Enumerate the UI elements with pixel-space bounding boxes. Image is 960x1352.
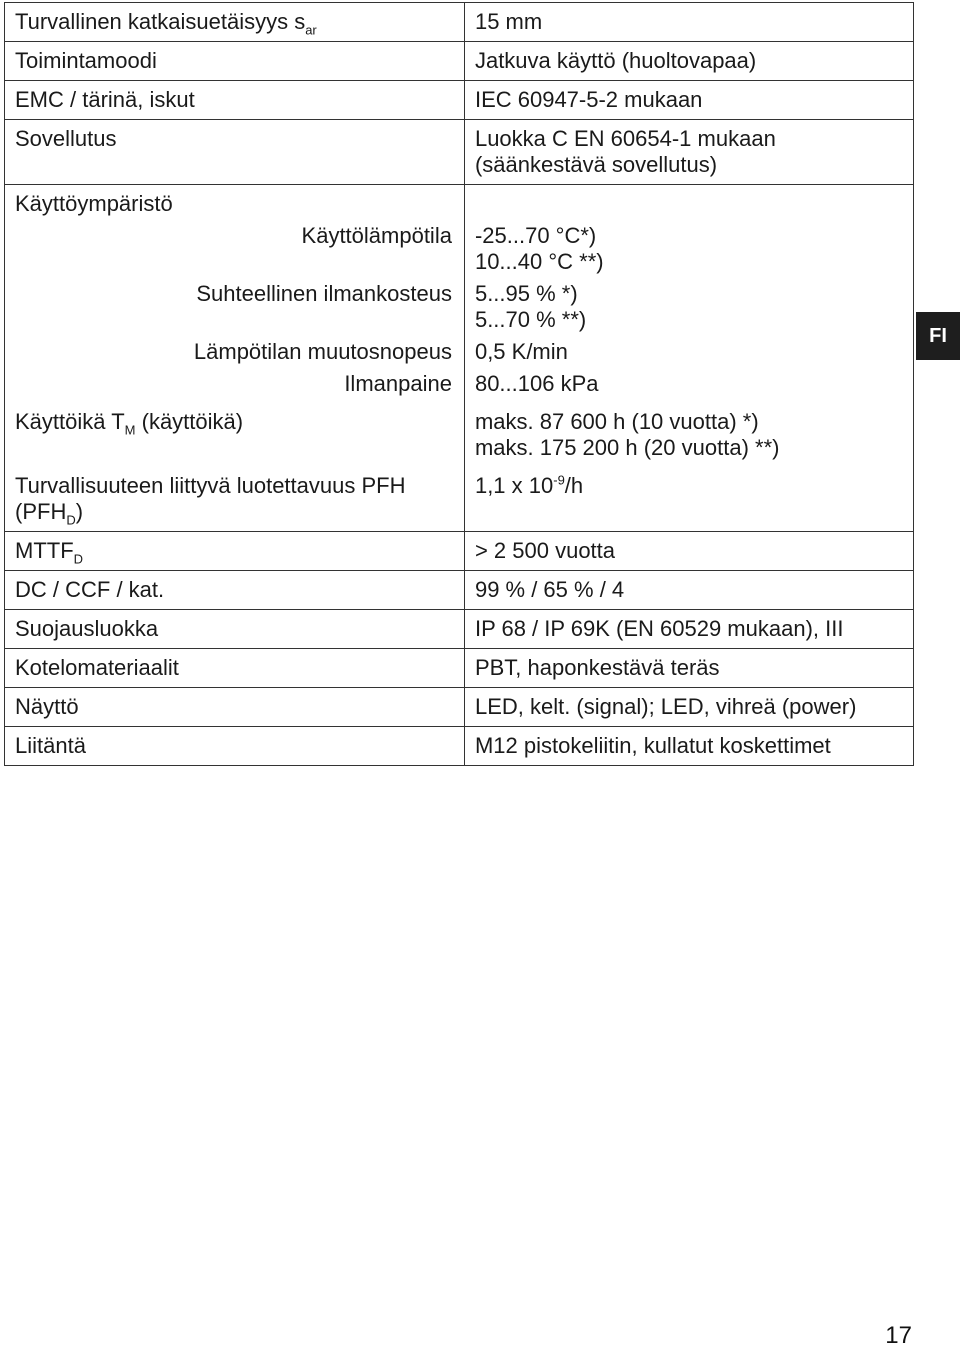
temperature-label: Käyttölämpötila bbox=[5, 220, 465, 278]
row-connection bbox=[5, 727, 914, 766]
row-temperature bbox=[5, 220, 914, 278]
mission-time-label-text: Käyttöikä T bbox=[15, 409, 125, 434]
temperature-value-line: 10...40 °C **) bbox=[474, 249, 604, 274]
row-application bbox=[5, 120, 914, 185]
safe-distance-label bbox=[5, 3, 465, 42]
safe-distance-value: 15 mm bbox=[464, 3, 913, 42]
temp-change-value: 0,5 K/min bbox=[464, 336, 913, 368]
housing-value: PBT, haponkestävä teräs bbox=[464, 649, 913, 688]
row-mission-time bbox=[5, 403, 914, 467]
row-display bbox=[5, 688, 914, 727]
emc-label: EMC / tärinä, iskut bbox=[5, 81, 465, 120]
mission-time-value-line: maks. 87 600 h (10 vuotta) *) bbox=[474, 409, 759, 434]
application-label: Sovellutus bbox=[5, 120, 465, 185]
protection-value: IP 68 / IP 69K (EN 60529 mukaan), III bbox=[464, 610, 913, 649]
mission-time-value-line: maks. 175 200 h (20 vuotta) **) bbox=[474, 435, 780, 460]
environment-value-empty bbox=[464, 185, 913, 221]
mttfd-label-text: MTTF bbox=[15, 538, 74, 563]
mission-time-label-suffix: (käyttöikä) bbox=[135, 409, 244, 434]
row-protection bbox=[5, 610, 914, 649]
row-environment-header bbox=[5, 185, 914, 221]
row-safe-distance bbox=[5, 3, 914, 42]
air-pressure-label: Ilmanpaine bbox=[5, 368, 465, 403]
row-temp-change bbox=[5, 336, 914, 368]
row-dc-ccf bbox=[5, 571, 914, 610]
environment-label: Käyttöympäristö bbox=[5, 185, 465, 221]
application-value bbox=[464, 120, 913, 185]
humidity-value bbox=[464, 278, 913, 336]
pfh-value-text: 1,1 x 10 bbox=[474, 473, 554, 498]
pfh-label-suffix: ) bbox=[75, 499, 84, 524]
mttfd-value: > 2 500 vuotta bbox=[464, 532, 913, 571]
mission-time-label bbox=[5, 403, 465, 467]
page-number: 17 bbox=[885, 1322, 912, 1349]
display-label: Näyttö bbox=[5, 688, 465, 727]
pfh-label-line bbox=[15, 499, 454, 528]
protection-label: Suojausluokka bbox=[5, 610, 465, 649]
row-emc bbox=[5, 81, 914, 120]
air-pressure-value: 80...106 kPa bbox=[464, 368, 913, 403]
pfh-label bbox=[5, 467, 465, 532]
pfh-value-suffix: /h bbox=[564, 473, 584, 498]
mission-time-subscript: M bbox=[124, 422, 136, 438]
safe-distance-label-text: Turvallinen katkaisuetäisyys s bbox=[15, 9, 306, 34]
humidity-value-line: 5...70 % **) bbox=[474, 307, 587, 332]
row-humidity bbox=[5, 278, 914, 336]
connection-label: Liitäntä bbox=[5, 727, 465, 766]
row-operating-mode bbox=[5, 42, 914, 81]
safe-distance-subscript: ar bbox=[305, 22, 317, 38]
connection-value: M12 pistokeliitin, kullatut koskettimet bbox=[464, 727, 913, 766]
pfh-label-line: Turvallisuuteen liittyvä luotettavuus PFH bbox=[15, 473, 406, 498]
mttfd-label bbox=[5, 532, 465, 571]
application-value-line: Luokka C EN 60654-1 mukaan bbox=[474, 126, 776, 151]
mission-time-value bbox=[464, 403, 913, 467]
language-tab: FI bbox=[916, 312, 960, 360]
pfh-label-prefix: (PFH bbox=[15, 499, 67, 524]
humidity-value-line: 5...95 % *) bbox=[474, 281, 578, 306]
dc-ccf-value: 99 % / 65 % / 4 bbox=[464, 571, 913, 610]
spec-table bbox=[4, 2, 914, 766]
temperature-value bbox=[464, 220, 913, 278]
pfh-superscript: -9 bbox=[553, 472, 565, 488]
emc-value: IEC 60947-5-2 mukaan bbox=[464, 81, 913, 120]
temp-change-label: Lämpötilan muutosnopeus bbox=[5, 336, 465, 368]
temperature-value-line: -25...70 °C*) bbox=[474, 223, 597, 248]
housing-label: Kotelomateriaalit bbox=[5, 649, 465, 688]
row-housing bbox=[5, 649, 914, 688]
display-value: LED, kelt. (signal); LED, vihreä (power) bbox=[464, 688, 913, 727]
operating-mode-value: Jatkuva käyttö (huoltovapaa) bbox=[464, 42, 913, 81]
application-value-line: (säänkestävä sovellutus) bbox=[474, 152, 718, 177]
pfh-subscript: D bbox=[66, 512, 76, 528]
humidity-label: Suhteellinen ilmankosteus bbox=[5, 278, 465, 336]
mttfd-subscript: D bbox=[73, 551, 84, 567]
row-mttfd bbox=[5, 532, 914, 571]
operating-mode-label: Toimintamoodi bbox=[5, 42, 465, 81]
pfh-value bbox=[464, 467, 913, 532]
dc-ccf-label: DC / CCF / kat. bbox=[5, 571, 465, 610]
row-pfh bbox=[5, 467, 914, 532]
row-air-pressure bbox=[5, 368, 914, 403]
